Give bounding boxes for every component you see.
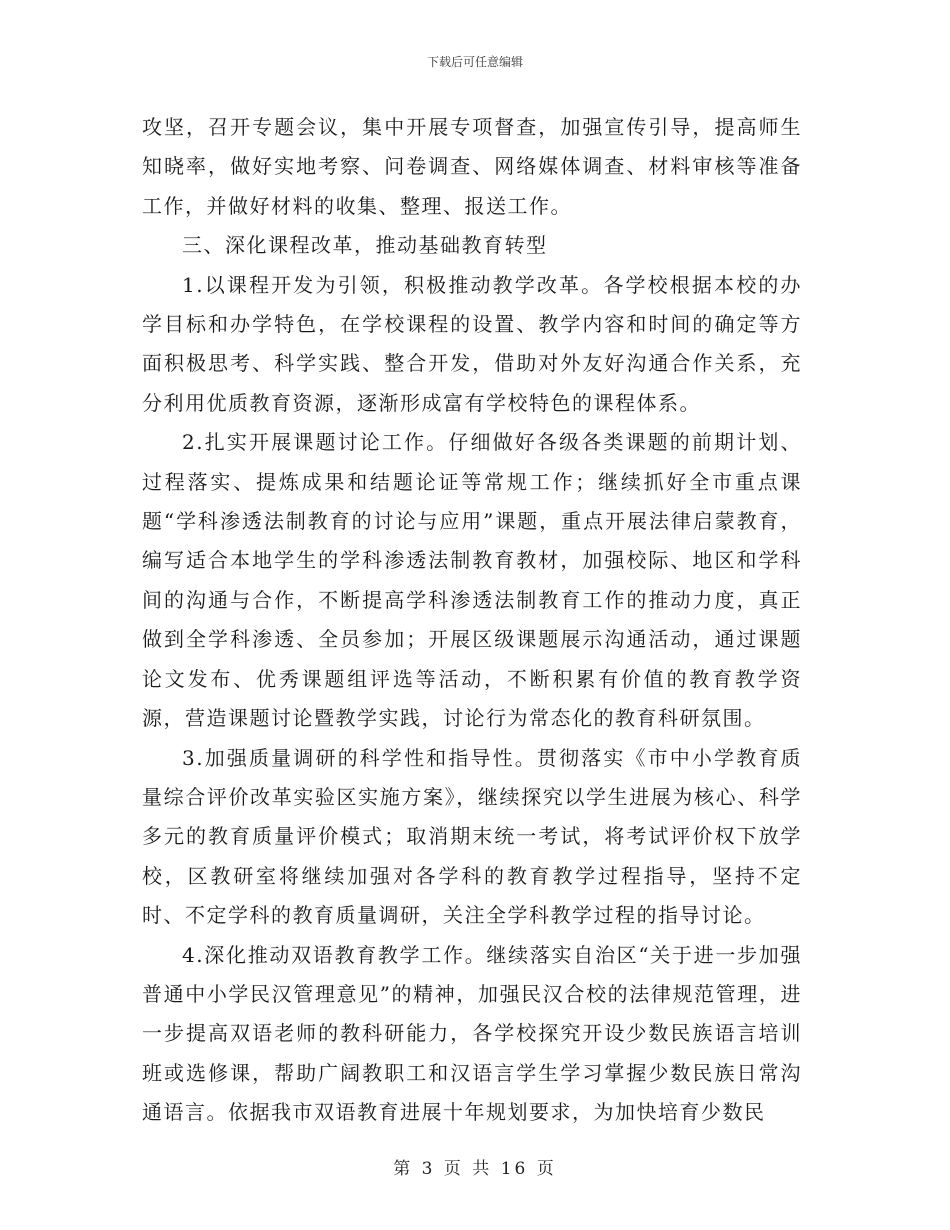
page-header-note: 下载后可任意编辑 (426, 55, 523, 69)
section-heading: 三、深化课程改革，推动基础教育转型 (182, 233, 548, 258)
paragraph-item-2: 2.扎实开展课题讨论工作。仔细做好各级各类课题的前期计划、过程落实、提炼成果和结题论证等常规工作；继续抓好全市重点课题“学科渗透法制教育的讨论与应用”课题，重点开展法律启蒙教育，编写适合本地学生的学科渗透法制教育教材，加强校际、地区和学科间的沟通与合作，不断提高学科渗透法制教育工作的推动力度，真正做到全学科渗透、全员参加；开展区级课题展示沟通活动，通过课题论文发布、优秀课题组评选等活动，不断积累有价值的教育教学资源，营造课题讨论暨教学实践，讨论行为常态化的教育科研氛围。 (142, 430, 802, 731)
paragraph-item-3: 3.加强质量调研的科学性和指导性。贯彻落实《市中小学教育质量综合评价改革实验区实施方案》，继续探究以学生进展为核心、科学多元的教育质量评价模式；取消期末统一考试，将考试评价权下放学校，区教研室将继续加强对各学科的教育教学过程指导，坚持不定时、不定学科的教育质量调研，关注全学科教学过程的指导讨论。 (142, 745, 802, 928)
document-body (142, 108, 802, 1133)
paragraph-item-4: 4.深化推动双语教育教学工作。继续落实自治区“关于进一步加强普通中小学民汉管理意见”的精神，加强民汉合校的法律规范管理，进一步提高双语老师的教科研能力，各学校探究开设少数民族语言培训班或选修课，帮助广阔教职工和汉语言学生学习掌握少数民族日常沟通语言。依据我市双语教育进展十年规划要求，为加快培育少数民 (142, 942, 802, 1125)
page-number: 第 3 页 共 16 页 (393, 1159, 557, 1179)
paragraph-continuation: 攻坚，召开专题会议，集中开展专项督查，加强宣传引导，提高师生知晓率，做好实地考察、问卷调查、网络媒体调查、材料审核等准备工作，并做好材料的收集、整理、报送工作。 (142, 115, 802, 218)
paragraph-item-1: 1.以课程开发为引领，积极推动教学改革。各学校根据本校的办学目标和办学特色，在学校课程的设置、教学内容和时间的确定等方面积极思考、科学实践、整合开发，借助对外友好沟通合作关系，充分利用优质教育资源，逐渐形成富有学校特色的课程体系。 (142, 272, 802, 415)
